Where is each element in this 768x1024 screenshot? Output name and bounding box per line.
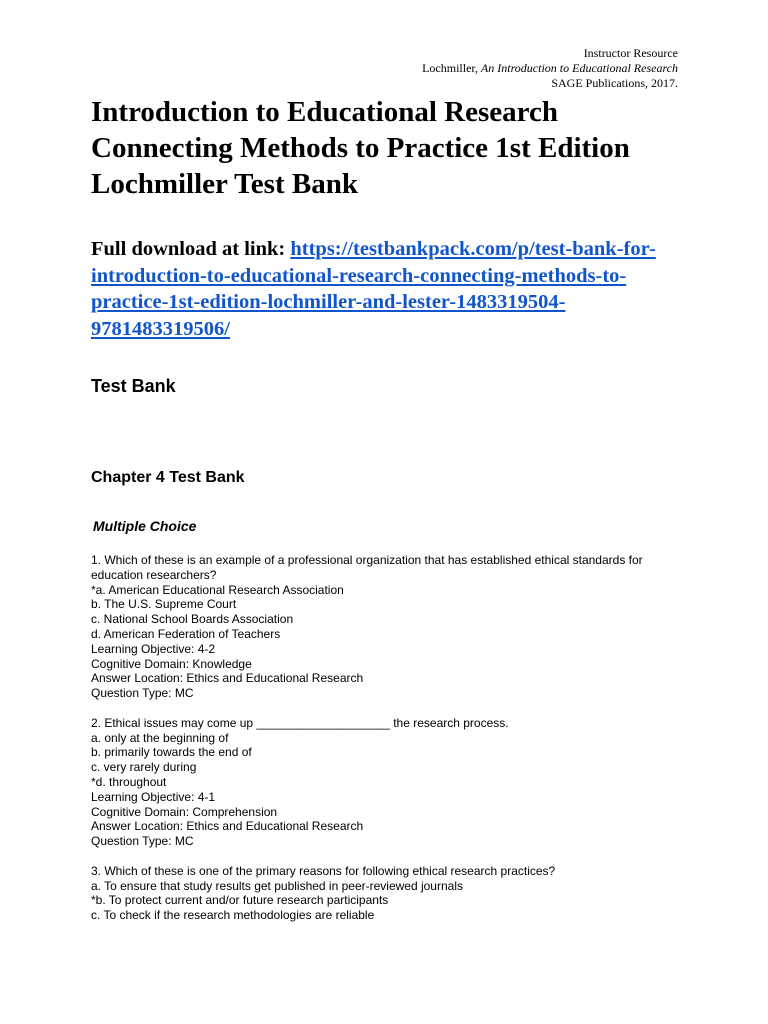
document-title (91, 94, 711, 202)
answer-option: a. To ensure that study results get published in peer-reviewed journals (91, 878, 463, 893)
question-item (91, 553, 691, 701)
test-bank-heading: Test Bank (91, 376, 176, 396)
question-stem: 3. Which of these is one of the primary reasons for following ethical research practices? (91, 863, 556, 878)
header-publisher-line: SAGE Publications, 2017. (551, 76, 678, 90)
title-line-1: Introduction to Educational Research (91, 96, 558, 128)
question-metadata: Question Type: MC (91, 834, 194, 849)
header-book-title: An Introduction to Educational Research (480, 61, 678, 75)
question-metadata: Cognitive Domain: Knowledge (91, 656, 252, 671)
question-metadata: Learning Objective: 4-2 (91, 641, 216, 656)
download-link-line-1: https://testbankpack.com/p/test-bank-for- (290, 238, 656, 260)
title-line-2: Connecting Methods to Practice 1st Edition (91, 132, 630, 164)
answer-option: c. very rarely during (91, 760, 197, 775)
question-metadata: Answer Location: Ethics and Educational Research (91, 819, 364, 834)
question-metadata: Learning Objective: 4-1 (91, 789, 216, 804)
question-list (91, 553, 691, 938)
question-item (91, 864, 691, 923)
download-label: Full download at link: (91, 238, 286, 260)
header-citation-line (422, 61, 678, 76)
answer-option: *d. throughout (91, 774, 167, 789)
full-download-paragraph (91, 236, 691, 342)
multiple-choice-heading: Multiple Choice (93, 518, 197, 534)
answer-option: *a. American Educational Research Association (91, 582, 344, 597)
header-author: Lochmiller, (422, 61, 478, 75)
answer-option: c. National School Boards Association (91, 612, 294, 627)
answer-option: a. only at the beginning of (91, 730, 229, 745)
question-stem: education researchers? (91, 567, 217, 582)
answer-option: c. To check if the research methodologies are reliable (91, 908, 375, 923)
answer-option: d. American Federation of Teachers (91, 626, 281, 641)
chapter-heading: Chapter 4 Test Bank (91, 469, 245, 486)
download-link-line-4: 9781483319506/ (91, 317, 230, 340)
title-line-3: Lochmiller Test Bank (91, 168, 358, 200)
question-metadata: Question Type: MC (91, 686, 194, 701)
download-link-line-3: practice-1st-edition-lochmiller-and-lester-1483319504- (91, 291, 566, 313)
question-stem: 2. Ethical issues may come up ____________________ the research process. (91, 715, 509, 730)
download-link-line-2: introduction-to-educational-research-connecting-methods-to- (91, 264, 627, 287)
instructor-resource-header (422, 46, 678, 91)
question-stem: 1. Which of these is an example of a professional organization that has established ethical standards for (91, 553, 643, 567)
question-metadata: Cognitive Domain: Comprehension (91, 804, 278, 819)
answer-option: b. primarily towards the end of (91, 745, 252, 760)
question-item (91, 716, 691, 849)
header-resource-line: Instructor Resource (583, 46, 678, 60)
answer-option: *b. To protect current and/or future research participants (91, 893, 389, 908)
answer-option: b. The U.S. Supreme Court (91, 597, 237, 612)
question-metadata: Answer Location: Ethics and Educational Research (91, 671, 364, 686)
